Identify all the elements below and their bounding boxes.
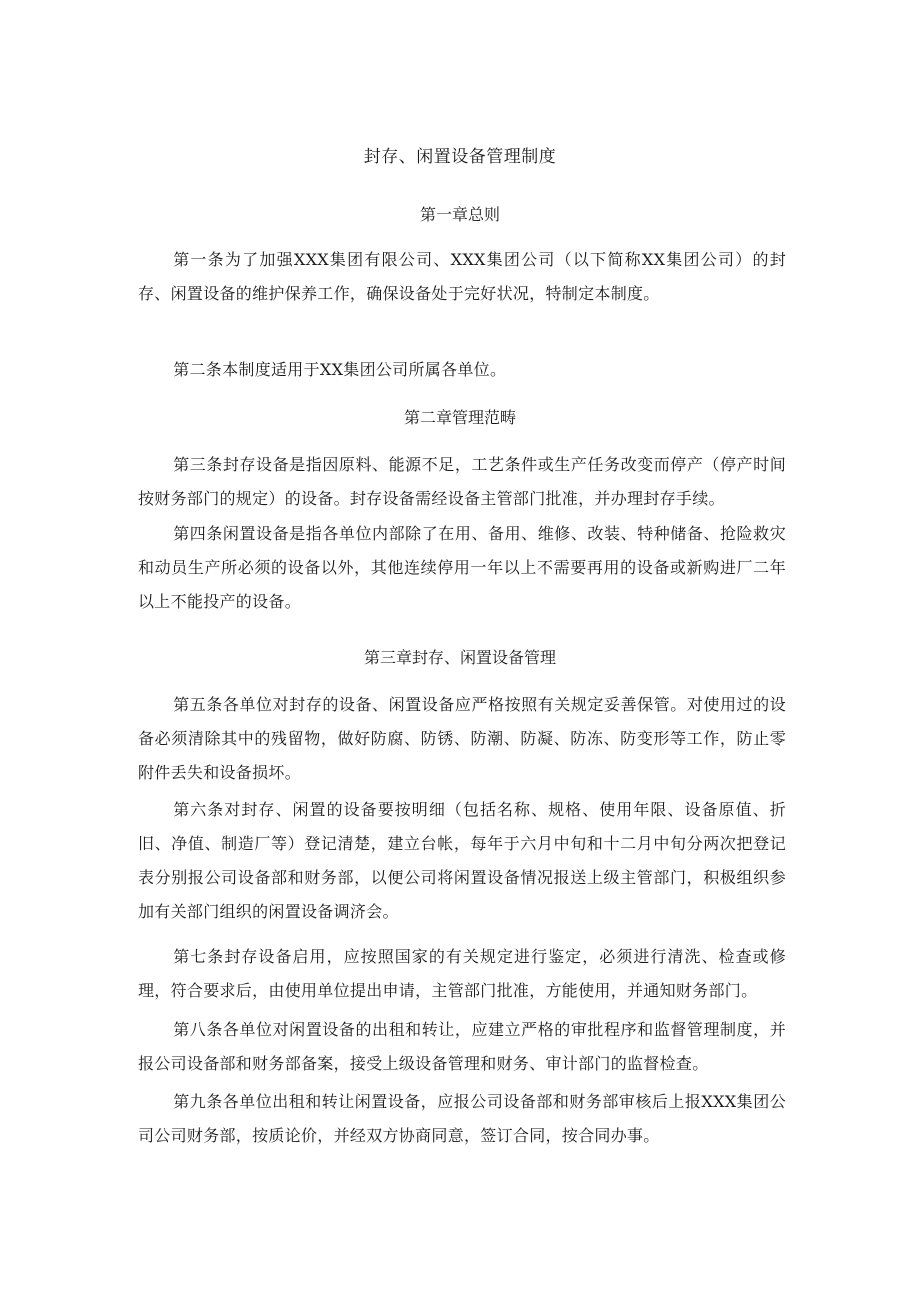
article-5: 第五条各单位对封存的设备、闲置设备应严格按照有关规定妥善保管。对使用过的设备必须清除其中的残留物，做好防腐、防锈、防潮、防凝、防冻、防变形等工作，防止零附件丢失和设备损坏。	[138, 695, 786, 782]
article-9: 第九条各单位出租和转让闲置设备，应报公司设备部和财务部审核后上报XXX集团公司公司财务部，按质论价，并经双方协商同意，签订合同，按合同办事。	[138, 1092, 786, 1145]
article-3: 第三条封存设备是指因原料、能源不足，工艺条件或生产任务改变而停产（停产时间按财务部门的规定）的设备。封存设备需经设备主管部门批准，并办理封存手续。	[138, 455, 786, 508]
chapter-2-heading: 第二章管理范畴	[403, 408, 516, 427]
article-2: 第二条本制度适用于XX集团公司所属各单位。	[173, 360, 507, 379]
article-6: 第六条对封存、闲置的设备要按明细（包括名称、规格、使用年限、设备原值、折旧、净值、制造厂等）登记清楚，建立台帐，每年于六月中旬和十二月中旬分两次把登记表分别报公司设备部和财务部，以便公司将闲置设备情况报送上级主管部门，积极组织参加有关部门组织的闲置设备调济会。	[138, 800, 786, 921]
chapter-1-heading: 第一章总则	[419, 205, 500, 224]
article-8: 第八条各单位对闲置设备的出租和转让，应建立严格的审批程序和监督管理制度，并报公司设备部和财务部备案，接受上级设备管理和财务、审计部门的监督检查。	[138, 1020, 786, 1073]
article-1: 第一条为了加强XXX集团有限公司、XXX集团公司（以下简称XX集团公司）的封存、闲置设备的维护保养工作，确保设备处于完好状况，特制定本制度。	[138, 250, 786, 303]
article-7: 第七条封存设备启用，应按照国家的有关规定进行鉴定，必须进行清洗、检查或修理，符合要求后，由使用单位提出申请，主管部门批准，方能使用，并通知财务部门。	[138, 947, 786, 1000]
document-title: 封存、闲置设备管理制度	[363, 147, 557, 167]
chapter-3-heading: 第三章封存、闲置设备管理	[363, 648, 556, 667]
article-4: 第四条闲置设备是指各单位内部除了在用、备用、维修、改装、特种储备、抢险救灾和动员生产所必须的设备以外，其他连续停用一年以上不需要再用的设备或新购进厂二年以上不能投产的设备。	[138, 524, 786, 611]
